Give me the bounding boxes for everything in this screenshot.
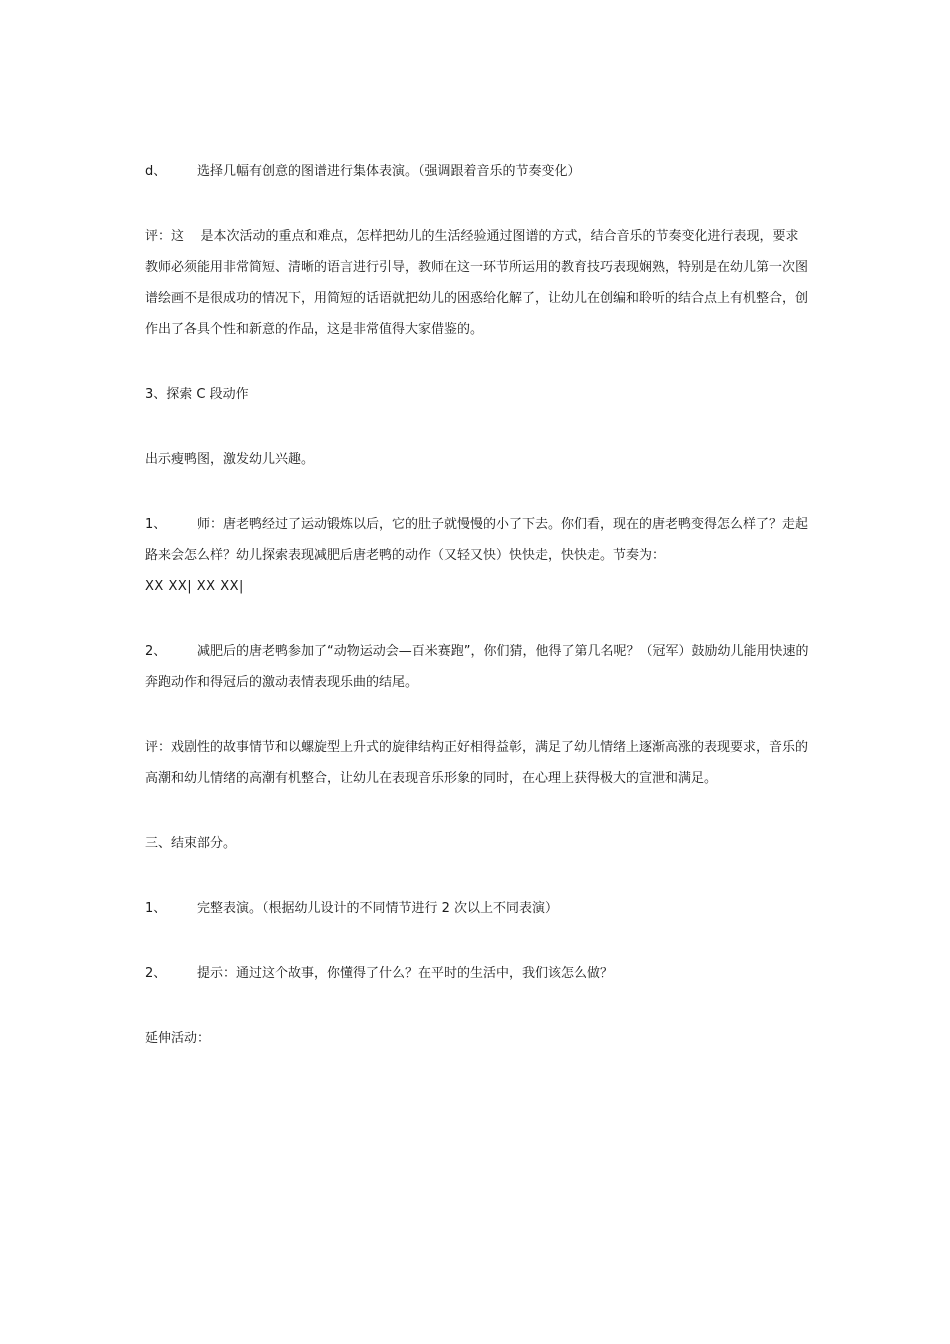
intro-paragraph: 出示瘦鸭图，激发幼儿兴趣。 <box>145 452 315 467</box>
paragraph-text: 选择几幅有创意的图谱进行集体表演。（强调跟着音乐的节奏变化） <box>197 164 581 179</box>
list-number: 1、 <box>145 517 167 532</box>
paragraph-text: 完整表演。（根据幼儿设计的不同情节进行 2 次以上不同表演） <box>197 901 559 916</box>
step-1-paragraph <box>145 509 810 602</box>
step-2-paragraph <box>145 636 810 698</box>
paragraph-text: 是本次活动的重点和难点，怎样把幼儿的生活经验通过图谱的方式，结合音乐的节奏变化进行表现，要求教师必须能用非常简短、清晰的语言进行引导，教师在这一环节所运用的教育技巧表现娴熟，特别是在幼儿第一次图谱绘画不是很成功的情况下，用简短的话语就把幼儿的困惑给化解了，让幼儿在创编和聆听的结合点上有机整合，创作出了各具个性和新意的作品，这是非常值得大家借鉴的。 <box>145 229 809 337</box>
end-step-1-paragraph <box>145 893 810 924</box>
paragraph-text: 师：唐老鸭经过了运动锻炼以后，它的肚子就慢慢的小了下去。你们看，现在的唐老鸭变得怎么样了？走起路来会怎么样？幼儿探索表现减肥后唐老鸭的动作（又轻又快）快快走，快快走。节奏为： <box>145 517 809 563</box>
paragraph-text: 提示：通过这个故事，你懂得了什么？在平时的生活中，我们该怎么做？ <box>197 966 614 981</box>
comment-prefix: 评：这 <box>145 229 185 244</box>
step-d-paragraph <box>145 156 810 187</box>
section-heading-c: 3、探索 C 段动作 <box>145 387 249 402</box>
list-number: 2、 <box>145 966 167 981</box>
list-number: 2、 <box>145 644 167 659</box>
rhythm-notation: XX XX| XX XX| <box>145 579 244 594</box>
list-number: d、 <box>145 164 167 179</box>
paragraph-text: 减肥后的唐老鸭参加了“动物运动会—百米赛跑”，你们猜，他得了第几名呢？（冠军）鼓励幼儿能用快速的奔跑动作和得冠后的激动表情表现乐曲的结尾。 <box>145 644 809 690</box>
end-step-2-paragraph <box>145 958 810 989</box>
comment-paragraph-1 <box>145 221 810 345</box>
section-heading-end: 三、结束部分。 <box>145 836 237 851</box>
comment-paragraph-2: 评：戏剧性的故事情节和以螺旋型上升式的旋律结构正好相得益彰，满足了幼儿情绪上逐渐高涨的表现要求，音乐的高潮和幼儿情绪的高潮有机整合，让幼儿在表现音乐形象的同时，在心理上获得极大的宣泄和满足。 <box>145 740 809 786</box>
list-number: 1、 <box>145 901 167 916</box>
extension-heading: 延伸活动： <box>145 1031 211 1046</box>
document-body <box>145 156 810 1054</box>
